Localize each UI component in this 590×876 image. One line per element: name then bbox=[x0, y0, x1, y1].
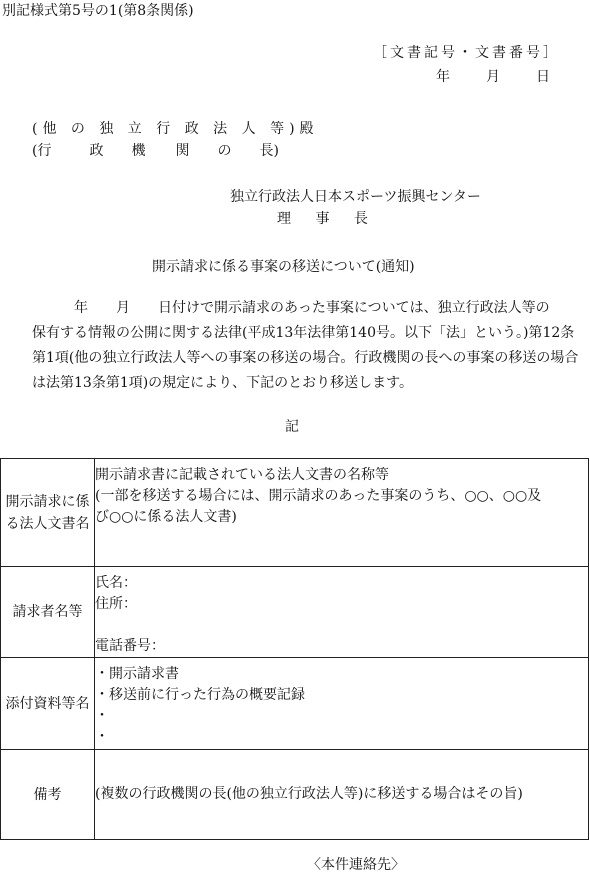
addressee-part: 長) bbox=[259, 143, 279, 159]
label-line: 開示請求に係 bbox=[5, 493, 90, 510]
info-table bbox=[0, 458, 589, 840]
row-value-attachments bbox=[95, 658, 589, 750]
addressee-part: 政 bbox=[89, 143, 104, 159]
value-line: 氏名： bbox=[95, 575, 137, 591]
addressee-part: の bbox=[217, 143, 232, 159]
document-date bbox=[436, 66, 550, 86]
body-line: 第1項(他の独立行政法人等への事案の移送の場合。行政機関の長への事案の移送の場合 bbox=[32, 350, 579, 366]
addressee-part: 関 bbox=[175, 143, 190, 159]
date-day: 日 bbox=[536, 69, 550, 85]
label-line: 請求者名等 bbox=[12, 604, 83, 620]
body-line: 保有する情報の公開に関する法律(平成13年法律第140号。以下「法」という。)第12条 bbox=[32, 325, 575, 341]
row-value-remarks bbox=[95, 750, 589, 840]
ki-heading: 記 bbox=[285, 419, 299, 435]
value-line: 住所： bbox=[95, 596, 137, 612]
addressee-line-1: (他 の 独 立 行 政 法 人 等)殿 bbox=[32, 121, 319, 137]
addressee-line-2 bbox=[32, 140, 279, 160]
row-value-requester bbox=[95, 567, 589, 658]
body-paragraph bbox=[32, 296, 582, 396]
date-year: 年 bbox=[436, 69, 450, 85]
contact-heading: 〈本件連絡先〉 bbox=[307, 857, 405, 873]
sender-organization: 独立行政法人日本スポーツ振興センター bbox=[230, 189, 481, 205]
addressee-part: 機 bbox=[131, 143, 146, 159]
table-row bbox=[1, 567, 589, 658]
value-line: (複数の行政機関の長(他の独立行政法人等)に移送する場合はその旨) bbox=[95, 786, 523, 802]
addressee-part: (行 bbox=[32, 143, 52, 159]
value-line: (一部を移送する場合には、開示請求のあった事案のうち、○○、○○及 bbox=[95, 488, 542, 504]
value-line: ・移送前に行った行為の概要記録 bbox=[95, 687, 305, 703]
value-line bbox=[95, 615, 588, 636]
document-number: ［文書記号・文書番号］ bbox=[373, 45, 560, 61]
body-line: は法第13条第1項)の規定により、下記のとおり移送します。 bbox=[32, 375, 414, 391]
value-line: ・開示請求書 bbox=[95, 666, 179, 682]
value-line: ・ bbox=[95, 729, 109, 745]
table-row bbox=[1, 750, 589, 840]
label-line: 添付資料等名 bbox=[5, 695, 90, 712]
value-line: び○○に係る法人文書) bbox=[95, 509, 237, 525]
date-month: 月 bbox=[486, 69, 500, 85]
value-line: ・ bbox=[95, 708, 109, 724]
document-subject: 開示請求に係る事案の移送について(通知) bbox=[152, 259, 415, 275]
row-label-document-name bbox=[1, 459, 95, 567]
label-line: る法人文書名 bbox=[5, 515, 90, 532]
table-row bbox=[1, 459, 589, 567]
value-line: 開示請求書に記載されている法人文書の名称等 bbox=[95, 467, 389, 483]
body-line: 年 月 日付けで開示請求のあった事案については、独立行政法人等の bbox=[32, 300, 550, 316]
row-label-requester bbox=[1, 567, 95, 658]
value-line: 電話番号： bbox=[95, 638, 165, 654]
table-row bbox=[1, 658, 589, 750]
row-value-document-name bbox=[95, 459, 589, 567]
row-label-remarks bbox=[1, 750, 95, 840]
sender-title: 理 事 長 bbox=[277, 211, 378, 227]
label-line: 備考 bbox=[33, 786, 62, 803]
form-identifier: 別記様式第5号の1(第8条関係) bbox=[2, 3, 194, 19]
row-label-attachments bbox=[1, 658, 95, 750]
